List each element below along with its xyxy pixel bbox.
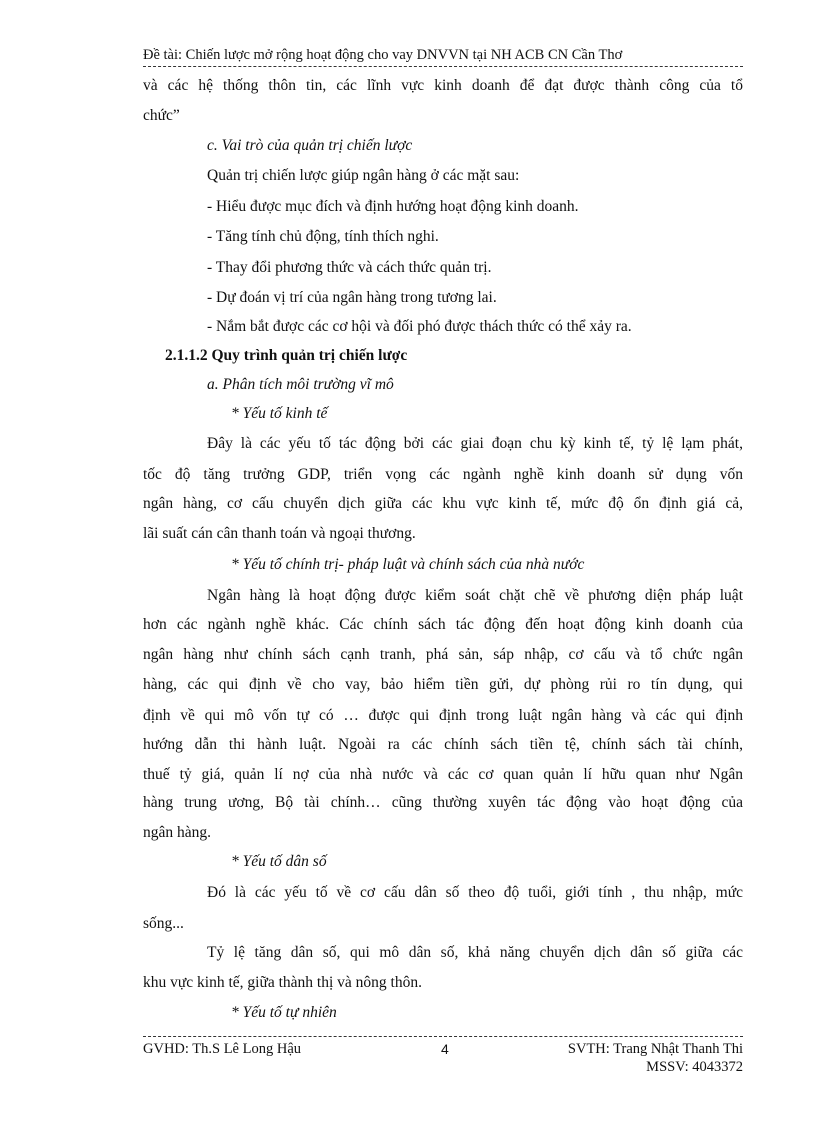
footer-student <box>568 1040 743 1076</box>
text-line: Đây là các yếu tố tác động bởi các giai đoạn chu kỳ kinh tế, tỷ lệ lạm phát, <box>207 435 743 452</box>
text-line: định về qui mô vốn tự có … được qui định trong luật ngân hàng và các qui định <box>143 707 743 724</box>
text-line: hướng dẫn thi hành luật. Ngoài ra các chính sách tiền tệ, chính sách tài chính, <box>143 736 743 753</box>
section-heading: * Yếu tố dân số <box>231 853 327 870</box>
text-line: - Dự đoán vị trí của ngân hàng trong tương lai. <box>207 289 497 306</box>
text-line: khu vực kinh tế, giữa thành thị và nông thôn. <box>143 974 422 991</box>
section-heading: c. Vai trò của quản trị chiến lược <box>207 137 413 154</box>
section-heading: * Yếu tố kinh tế <box>231 405 328 422</box>
text-line: Ngân hàng là hoạt động được kiểm soát chặt chẽ về phương diện pháp luật <box>207 587 743 604</box>
text-line: - Hiểu được mục đích và định hướng hoạt động kinh doanh. <box>207 198 579 215</box>
footer-advisor: GVHD: Th.S Lê Long Hậu <box>143 1041 302 1057</box>
text-line: ngân hàng. <box>143 824 212 841</box>
section-heading: * Yếu tố tự nhiên <box>231 1004 337 1021</box>
student-id: MSSV: 4043372 <box>646 1059 743 1075</box>
section-heading: a. Phân tích môi trường vĩ mô <box>207 376 394 393</box>
student-name: SVTH: Trang Nhật Thanh Thi <box>567 1041 743 1057</box>
text-line: Quản trị chiến lược giúp ngân hàng ở các mặt sau: <box>207 167 520 184</box>
page-header: Đề tài: Chiến lược mở rộng hoạt động cho vay DNVVN tại NH ACB CN Cần Thơ <box>143 46 743 67</box>
text-line: chức” <box>143 107 180 124</box>
text-line: - Thay đổi phương thức và cách thức quản trị. <box>207 259 492 276</box>
text-line: và các hệ thống thôn tin, các lĩnh vực kinh doanh để đạt được thành công của tổ <box>143 77 743 94</box>
text-line: tốc độ tăng trưởng GDP, triển vọng các ngành nghề kinh doanh sử dụng vốn <box>143 466 743 483</box>
text-line: - Tăng tính chủ động, tính thích nghi. <box>207 228 439 245</box>
text-line: Tỷ lệ tăng dân số, qui mô dân số, khả năng chuyển dịch dân số giữa các <box>207 944 743 961</box>
text-line: hàng, các qui định về cho vay, bảo hiểm tiền gửi, dự phòng rủi ro tín dụng, qui <box>143 676 743 693</box>
text-line: ngân hàng, cơ cấu chuyển dịch giữa các khu vực kinh tế, mức độ ổn định giá cả, <box>143 495 743 512</box>
text-line: ngân hàng như chính sách cạnh tranh, phá sản, sáp nhập, cơ cấu và tổ chức ngân <box>143 646 743 663</box>
text-line: lãi suất cán cân thanh toán và ngoại thương. <box>143 525 416 542</box>
page-footer <box>143 1036 743 1075</box>
text-line: thuế tỷ giá, quản lí nợ của nhà nước và các cơ quan quản lí hữu quan như Ngân <box>143 766 743 783</box>
text-line: hàng trung ương, Bộ tài chính… cũng thường xuyên tác động vào hoạt động của <box>143 794 743 811</box>
section-heading: 2.1.1.2 Quy trình quản trị chiến lược <box>165 347 408 364</box>
page-number: 4 <box>441 1041 449 1057</box>
section-heading: * Yếu tố chính trị- pháp luật và chính sách của nhà nước <box>231 556 585 573</box>
text-line: - Nắm bắt được các cơ hội và đối phó được thách thức có thể xảy ra. <box>207 318 632 335</box>
text-line: hơn các ngành nghề khác. Các chính sách tác động đến hoạt động kinh doanh của <box>143 616 743 633</box>
text-line: sống... <box>143 915 184 932</box>
text-line: Đó là các yếu tố về cơ cấu dân số theo độ tuổi, giới tính , thu nhập, mức <box>207 884 743 901</box>
